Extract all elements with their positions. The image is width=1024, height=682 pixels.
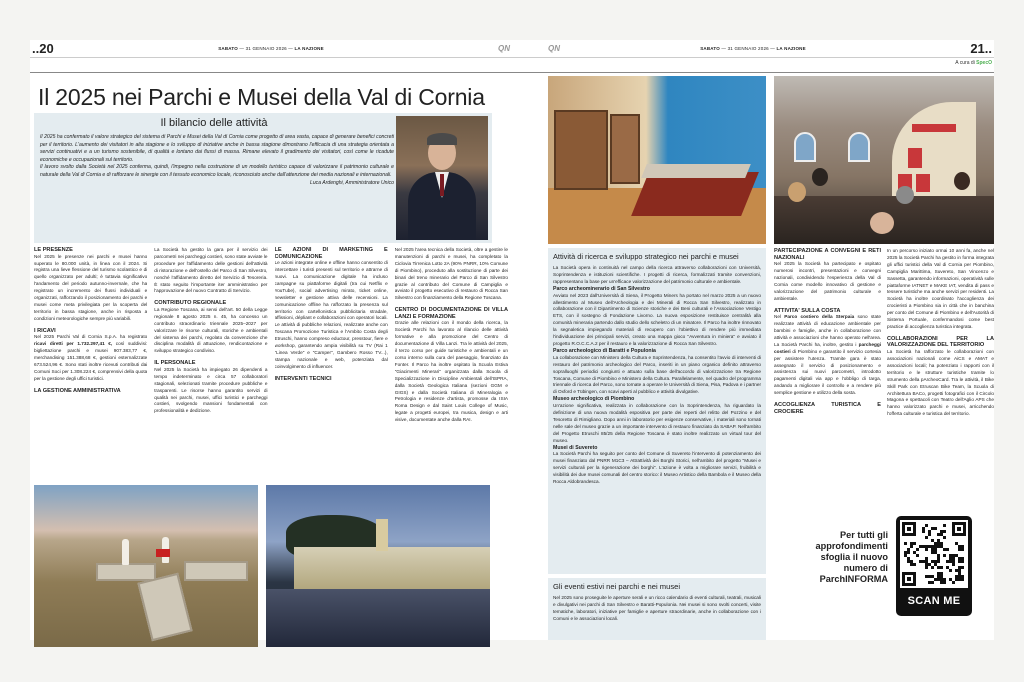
qr-module xyxy=(940,566,943,569)
qr-module xyxy=(913,563,916,566)
portrait-photo xyxy=(396,116,488,240)
qr-module xyxy=(907,551,910,554)
dateline-date: — 31 GENNAIO 2026 — xyxy=(237,46,295,51)
qr-module xyxy=(910,545,913,548)
column xyxy=(154,247,267,483)
section-title: I RICAVI xyxy=(34,327,56,334)
parchinforma-promo xyxy=(774,508,994,638)
column xyxy=(395,247,508,483)
research-subtitle: Museo archeologico di Piombino xyxy=(553,396,635,403)
section-title: LE PRESENZE xyxy=(34,247,73,253)
qr-module xyxy=(943,524,946,527)
qr-module xyxy=(922,530,925,533)
qr-module xyxy=(931,566,934,569)
qr-module xyxy=(946,548,949,551)
section-title: COLLABORAZIONI PER LA VALORIZZAZIONE DEL TERRITORIO xyxy=(887,335,994,349)
section-text: La Società ha rafforzato le collaborazioni con associazioni nazionali come AiCS e AMAT e associazioni locali; ha potenziato i rapporti con il territorio e le strutture turistiche tramite lo strumento della pArcheoCard. Tra le attività, il Bike Skill Park con Etruscan Bike Team, la Scuola di Architettura BACo, progetti fotografici con il Circolo Magona e spettacoli con Teatro dell'Aglio APS che hanno valorizzato parchi e musei, arricchendo l'offerta culturale e turistica del territorio. xyxy=(887,349,994,417)
page-headline: Il 2025 nei Parchi e Musei della Val di Cornia xyxy=(38,84,485,110)
intro-paragraph: Il 2025 ha confermato il valore strategico del sistema di Parchi e Musei della Val di Cornia come progetto di area vasta, capace di generare benefici concreti per il territorio. L'aumento dei visitatori in alta stagione e lo sviluppo di iniziative anche in bassa stagione dimostrano l'efficacia di una strategia orientata a servizi continuativi e a un turismo sostenibile, di qualità e lontano dai flussi di massa. Rimane elevato il gradimento dei visitatori, così come le ricadute economiche e occupazionali sul territorio. xyxy=(40,134,394,163)
research-heading: Attività di ricerca e sviluppo strategico nei parchi e musei xyxy=(553,252,739,261)
section-text: Nel 2025 la Società ha partecipato e ospitato numerosi incontri, presentazioni e convegni nazionali, condividendo l'esperienza della Val di Cornia come modello innovativo di gestione e valorizzazione del patrimonio culturale e ambientale. xyxy=(774,261,881,301)
qr-module xyxy=(943,536,946,539)
intro-paragraph: Il lavoro svolto dalla Società nel 2025 conferma, quindi, l'impegno nella costruzione di un modello turistico capace di valorizzare il patrimonio culturale e naturale della Val di Cornia e di rafforzare le sinergie con il tessuto economico locale, riconosciuto anche dall'attenzione dei media nazionali e internazionali. xyxy=(40,164,394,178)
qn-logo: QN xyxy=(548,44,560,53)
section-text: Nel Parco costiero della Sterpaia sono state realizzate attività di educazione ambientale per bambini e famiglie, anche in collaborazione con attività e associazioni che hanno operato nell'area. La Società Parchi ha, inoltre, gestito i parcheggi costieri di Piombino e garantito il servizio cortesia per assistere l'utenza. Tramite gara è stato assegnato il servizio di posizionamento e assistenza sui nuovi parcometri, introdotto pagamenti digitali via app e l'obbligo di targa, andando a migliorare il controllo e a rendere più semplice gestione e utilizzo della sosta. xyxy=(774,314,881,396)
qn-logo: QN xyxy=(498,44,510,53)
section-title: LA GESTIONE AMMINISTRATIVA xyxy=(34,387,121,394)
qr-module xyxy=(928,533,931,536)
qr-module xyxy=(961,560,964,563)
qr-module xyxy=(943,554,946,557)
page-number: 21.. xyxy=(970,41,992,56)
qr-module xyxy=(916,554,919,557)
section-title: LE AZIONI DI MARKETING E COMUNICAZIONE xyxy=(274,247,388,260)
credit-prefix: A cura di xyxy=(955,60,977,66)
research-text: La Società Parchi ha seguito per conto del Comune di Suvereto l'intervento di potenziamento dei musei finanziato dal PNRR M1C3 – Attrattività dei Borghi Storici, nell'ambito del progetto "Musei e servizi culturali per la rigenerazione dei borghi". L'azione è volta a migliorare servizi, fruibilità e visibilità dei due musei comunali del centro storico: il Museo Artistico della Bambola e il Museo della Rocca Aldobrandesca. xyxy=(553,451,761,485)
qr-module xyxy=(934,527,937,530)
section-text: Grazie alle relazioni con il mondo della ricerca, la Società Parchi ha lavorato al rilancio delle attività formative e alla promozione del Centro di documentazione di Villa Lanzi. Tra le attività del 2025, il terzo corso per guide turistiche e ambientali e un corso interno sulla cura del paesaggio, finanziato da Fonter. Il Parco ha inoltre ospitato la Scuola Estiva "Giacimenti Minerari" organizzata dalla Scuola di Specializzazione in Discipline Ambientali dell'ISPRA, dalla Società Geologica Italiana (sezioni GGM e GIGS) e dalla Società Italiana di Mineralogia e Petrologia e residenze d'artista, promosse da ISIA Roma Design e dal Saint Louis College of Music, legate a progetti europei, tra musica, design e arti visive, documentate anche dalla RAI. xyxy=(394,320,508,423)
section-title: ACCOGLIENZA TURISTICA E CROCIERE xyxy=(774,402,881,415)
qr-module xyxy=(925,524,928,527)
qr-module xyxy=(961,566,964,569)
article-columns xyxy=(34,247,508,483)
credit-brand: SpecO xyxy=(976,60,992,66)
castle-night-photo xyxy=(266,485,490,647)
section-text: La Regione Toscana, ai sensi dell'art. 50 della Legge regionale 8 agosto 2025 n. 45, ha concesso un contributo straordinario triennale 2025–2027 per valorizzare le risorse culturali, storiche e ambientali del sistema dei parchi, regolato da convenzione che disciplina modalità di attuazione, rendicontazione e sviluppo strategico condiviso. xyxy=(154,306,268,354)
column xyxy=(887,248,994,478)
research-subtitle: Parco archeominerario di San Silvestro xyxy=(553,285,650,292)
qr-module xyxy=(925,548,928,551)
dateline-date: — 31 GENNAIO 2026 — xyxy=(719,46,777,51)
section-text: Nel 2025 le presenze nei parchi e musei hanno superato le 80.000 unità, in linea con il 2024. Si registra una lieve flessione del turismo scolastico e di quello organizzato per adulti; è tuttavia significativo l'andamento del periodo autunno-invernale, che ha registrato un incremento dei flussi individuali e organizzati, rafforzando il posizionamento dei parchi e musei come meta privilegiata per la scoperta del territorio in bassa stagione, anche in risposta a condizioni meteorologiche sempre più variabili. xyxy=(34,253,148,321)
intro-box xyxy=(34,113,492,243)
section-title: CONTRIBUTO REGIONALE xyxy=(154,300,227,307)
divider xyxy=(512,72,994,73)
section-text: Nel 2025 l'area tecnica della Società, oltre a gestire le manutenzioni di parchi e musei, ha completato la Ciclovia Tirrenica Lotto 2A (90% PNRR, 10% Comune di Piombino), proceduto alla sostituzione di parte dei binari del treno minerario del Parco di San Silvestro grazie al contributo del Comune di Campiglia e avviato il progetto esecutivo di restauro di Rocca San Silvestro con finanziamento della Regione Toscana. xyxy=(394,247,508,301)
dateline-paper: LA NAZIONE xyxy=(294,46,324,51)
research-subtitle: Musei di Suvereto xyxy=(553,444,598,451)
section-title: ATTIVITA' SULLA COSTA xyxy=(774,307,841,314)
research-subtitle: Parco archeologico di Baratti e Populonia xyxy=(553,347,656,354)
section-text: In un percorso iniziato ormai 10 anni fa, anche nel 2025 la Società Parchi ha gestito in forma integrata gli uffici turistici della Val di Cornia per Piombino, Campiglia Marittima, Suvereto, San Vincenzo e Sassetta, garantendo informazioni, operatività sulle piattaforme IATNET e MAKE IAT, vendita di pass e tessere turistiche ma anche servizi per residenti. La Società ha inoltre coordinato l'accoglienza dei crocieristi a Piombino sia in città che in banchina per conto del Comune di Piombino e dell'Autorità di Sistema Portuale, confermandosi come best practice di accoglienza turistica integrata. xyxy=(887,248,994,329)
events-box xyxy=(548,578,766,640)
qr-module xyxy=(952,563,955,566)
qr-module xyxy=(913,542,916,545)
qr-module xyxy=(961,578,964,581)
promo-text: Per tutti gli approfondimenti sfoglia il nuovo numero di ParchINFORMA xyxy=(815,530,888,584)
museum-interior-photo xyxy=(548,76,766,244)
research-text: Un'azione significativa, realizzata in collaborazione con la Soprintendenza, ha riguardato la definizione di una nuova modalità espositiva per parte dei reperti del relitto del Pozzino e del Tesoretto di Rimigliano. Dopo anni in laboratorio per esigenze conservative, i materiali sono tornati nelle sale del museo grazie a un importante intervento di restauro finanziato da SABAP. Nell'ambito del Progetto Etruschi 85/25 della Regione Toscana è stato inoltre realizzato un virtual tour del museo. xyxy=(553,403,761,443)
column xyxy=(774,248,881,478)
research-text: La collaborazione con Ministero della Cultura e Soprintendenza, ha consentito l'avvio di interventi di restauro del patrimonio archeologico del Parco, inseriti in un piano organico definito attraverso sopralluoghi periodici congiunti e attuato sulla base dell'accordo di valorizzazione tra Regione Toscana, Comune di Piombino e Ministero della Cultura. Parallelamente, nel quadro del programma triennale di ricerca del Parco, sono tornate a operare le Università di Siena, Pisa, Padova e i partner di Oxford e Tübingen, con scavi aperti al pubblico e attività divulgative. xyxy=(553,354,761,395)
dateline-paper: LA NAZIONE xyxy=(776,46,806,51)
qr-module xyxy=(904,542,907,545)
qr-module xyxy=(961,548,964,551)
section-text: Le azioni integrate online e offline hanno consentito di intercettare i turisti presenti sul territorio e attrarne di nuovi. La comunicazione digitale ha incluso campagne su piattaforme digitali (tra cui Netflix e YouTube), social advertising mirato, ticket online, newsletter e gestione attiva delle recensioni. La comunicazione offline ha rafforzato la presenza sul territorio con cartellonistica pubblicitaria stradale, affissioni, dépliant e collaborazioni con operatori locali. Le attività di pubbliche relazioni, realizzate anche con Toscana Promozione Turistica e l'Ambito Costa degli Etruschi, hanno compreso eductour, presstour, fiere e workshop, garantendo ampia visibilità su TV (Rai 1 "Linea Verde" e "Camper", Gambero Rosso TV...), stampa nazionale e web, potenziata dal coinvolgimento di influencer. xyxy=(274,260,388,369)
right-page xyxy=(512,40,994,640)
section-title: CENTRO DI DOCUMENTAZIONE DI VILLA LANZI E FORMAZIONE xyxy=(394,307,508,320)
qr-module xyxy=(925,536,928,539)
section-text: La Società ha gestito la gara per il servizio dei parcometri nei parcheggi costieri, sono state avviate le procedure per l'affidamento delle gestioni dell'attività di ristorazione e dell'ostello del Parco di San Silvestro, nonché l'affidamento diretto del Servizio di Tesoreria. È stato seguito l'importante iter amministrativo per l'approvazione del nuovo Contratto di Servizio. xyxy=(154,247,268,294)
section-text: Nel 2025 Parchi Val di Cornia S.p.A. ha registrato ricavi diretti per 1.732.297,41 €, così suddivisi: bigliettazione parchi e musei 907.383,77 €, merchandising 151.388,68 €, gestioni esternalizzate 673.524,96 €. Sono stati inoltre ricevuti contributi dai Comuni Soci per 1.308.224 €, comprensivi della quota per la gestione degli uffici turistici. xyxy=(34,334,148,381)
guided-tour-photo xyxy=(774,76,994,244)
article-columns xyxy=(774,248,994,478)
research-box xyxy=(548,248,766,574)
credit-line xyxy=(955,60,992,66)
dateline xyxy=(218,46,324,51)
events-text: Nel 2025 sono proseguite le aperture serali e un ricco calendario di eventi culturali, teatrali, musicali e divulgativi nei parchi di San Silvestro e Baratti-Populonia. Nei musei si sono svolti concerti, visite tematiche, laboratori, iniziative per famiglie e aperture straordinarie, anche in collaborazione con i Comuni e le associazioni locali. xyxy=(553,595,761,621)
research-text: Avviato nel 2023 dall'Università di Siena, il Progetto Miners ha portato nel marzo 2025 a un nuovo allestimento al Museo dell'Archeologia e dei Minerali di Rocca San Silvestro, realizzato in collaborazione con il Dipartimento di Scienze storiche e dei Beni culturali e l'Associazione Vestigo ETS, con il sostegno di Fondazione Livorno. La nuova esposizione restituisce centralità alla comunità mineraria partendo dallo studio dello scheletro di un minatore. Il Parco ha inoltre rinnovato la segnaletica impiegando materiali di recupero con l'obiettivo di rendere più immediata l'individuazione dei principali servizi, creato una mappa gioco "Avventura in miniera" e avviato il progetto R.O.C.C.A.2 per il restauro e la valorizzazione di Rocca San Silvestro. xyxy=(553,292,761,346)
divider xyxy=(30,72,512,73)
column xyxy=(34,247,147,483)
section-text: Nel 2025 la Società ha impiegato 26 dipendenti a tempo indeterminato e circa 57 collaboratori stagionali, selezionati tramite procedure pubbliche e trasparenti. Le risorse hanno garantito servizi di qualità nei parchi, musei, uffici turistici e parcheggi costieri, svolgendo mansioni fondamentali con professionalità e dedizione. xyxy=(154,366,268,414)
qr-module xyxy=(916,548,919,551)
qr-module xyxy=(943,530,946,533)
dateline-day: SABATO xyxy=(218,46,238,51)
left-page xyxy=(30,40,512,640)
page-header xyxy=(512,40,994,58)
events-heading: Gli eventi estivi nei parchi e nei musei xyxy=(553,582,681,591)
dateline xyxy=(700,46,806,51)
qr-module xyxy=(952,581,955,584)
dateline-day: SABATO xyxy=(700,46,720,51)
scan-me-label: SCAN ME xyxy=(907,595,961,607)
intro-text xyxy=(40,134,394,187)
research-intro: La Società opera in continuità nel campo della ricerca attraverso collaborazioni con Università, Soprintendenza e istituzioni scientifiche. I progetti di ricerca, formalizzati tramite convenzioni, rappresentano la base per un'efficace valorizzazione del patrimonio culturale e ambientale. xyxy=(553,265,761,284)
qr-code[interactable] xyxy=(896,516,972,616)
qr-module xyxy=(943,581,946,584)
column xyxy=(275,247,388,483)
section-title: PARTECIPAZIONE A CONVEGNI E RETI NAZIONALI xyxy=(774,248,881,261)
qr-module xyxy=(949,569,952,572)
qr-module xyxy=(925,566,928,569)
tombs-beach-photo xyxy=(34,485,258,647)
intro-signature: Luca Ardenghi, Amministratore Unico xyxy=(310,179,394,186)
section-title: INTERVENTI TECNICI xyxy=(274,375,332,382)
page-header xyxy=(30,40,512,58)
qr-module xyxy=(937,560,940,563)
qr-module xyxy=(931,581,934,584)
page-number: ..20 xyxy=(32,41,54,56)
qr-code-icon xyxy=(900,520,968,588)
intro-heading: Il bilancio delle attività xyxy=(160,117,268,129)
section-title: IL PERSONALE xyxy=(154,360,196,367)
